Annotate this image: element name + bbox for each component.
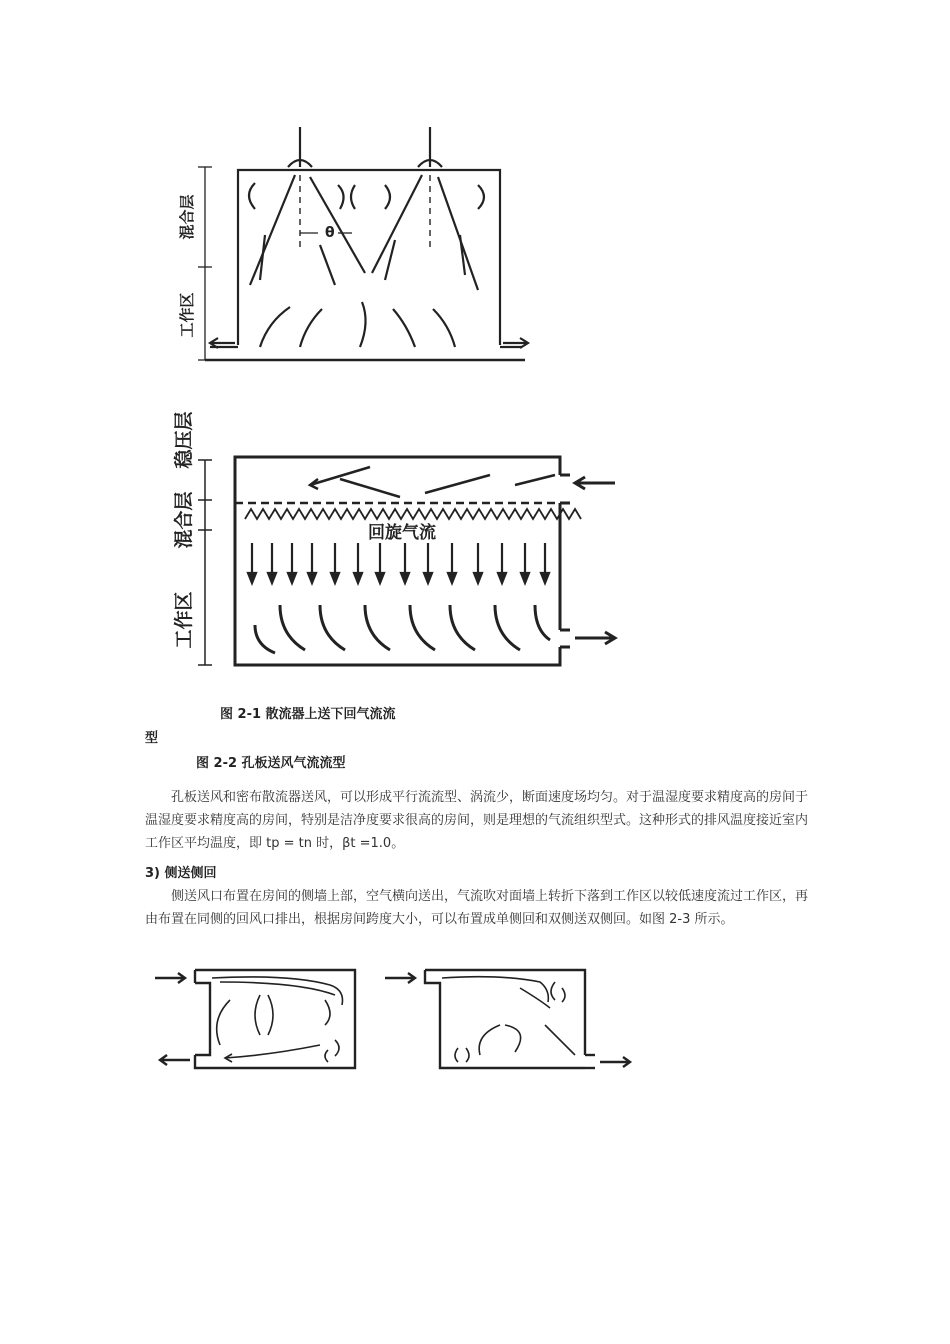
paragraph-perforated-plate [145,786,810,855]
label-swirl-flow: 回旋气流 [368,523,436,543]
figure-side-supply-double [380,960,640,1080]
label-working-zone-2: 工作区 [173,591,195,649]
label-angle-theta: θ [325,225,335,241]
label-working-zone: 工作区 [178,292,196,338]
caption-figure-2-1: 图 2-1 散流器上送下回气流流 [220,707,396,722]
label-stabilizing-layer: 稳压层 [173,411,195,469]
caption-figure-2-1-tail: 型 [145,731,159,746]
label-mixing-layer: 混合层 [178,194,196,240]
figure-perforated-plate-flow [160,395,620,685]
section-heading-side-supply: 3) 侧送侧回 [145,866,217,881]
paragraph-side-supply [145,885,810,931]
paragraph-2-text: 侧送风口布置在房间的侧墙上部，空气横向送出，气流吹对面墙上转折下落到工作区以较低速度流过工作区，再由布置在同侧的回风口排出，根据房间跨度大小，可以布置成单侧回和双侧送双侧回。如图 2-3 所示。 [145,889,809,927]
caption-figure-2-2: 图 2-2 孔板送风气流流型 [196,756,346,771]
label-mixing-layer-2: 混合层 [173,491,195,549]
figure-side-supply-single [150,960,370,1080]
figure-diffuser-flow [160,115,540,375]
paragraph-1-text: 孔板送风和密布散流器送风，可以形成平行流流型、涡流少，断面速度场均匀。对于温湿度要求精度高的房间于温湿度要求精度高的房间，特别是洁净度要求很高的房间，则是理想的气流组织型式。这种形式的排风温度接近室内工作区平均温度，即 tp = tn 时，βt =1.0。 [145,790,809,851]
